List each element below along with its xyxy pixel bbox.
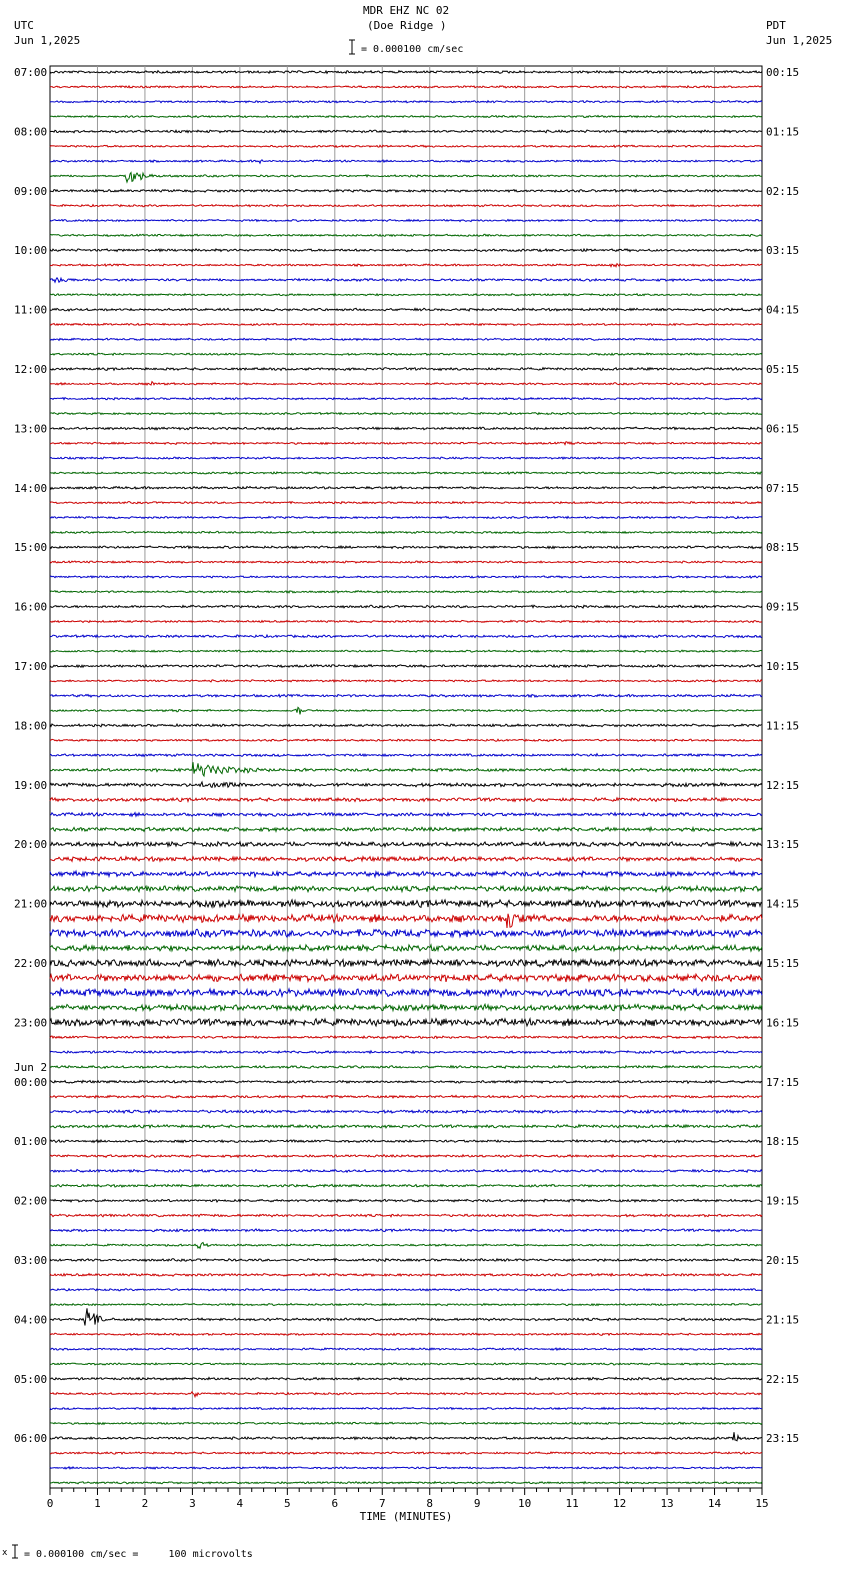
pdt-hour-label: 12:15 [766,778,800,792]
seismic-trace [50,71,762,74]
utc-hour-label: 07:00 [14,66,48,79]
pdt-hour-label: 14:15 [766,897,800,911]
utc-hour-label: 01:00 [14,1135,48,1149]
seismic-trace [50,665,762,668]
utc-hour-label: 18:00 [14,719,48,733]
utc-hour-label: 00:00 [14,1075,48,1089]
x-tick-label: 14 [707,1497,722,1510]
seismic-trace [50,1170,762,1173]
seismic-trace [50,249,762,252]
pdt-hour-label: 08:15 [766,541,800,555]
utc-hour-label: 02:00 [14,1194,48,1208]
utc-hour-label: 23:00 [14,1016,48,1030]
pdt-hour-label: 18:15 [766,1135,800,1149]
seismic-trace [50,382,762,385]
seismic-trace [50,724,762,727]
pdt-hour-label: 09:15 [766,600,800,614]
seismic-trace [50,1289,762,1291]
seismic-trace [50,605,762,608]
seismic-trace [50,264,762,267]
utc-hour-label: 15:00 [14,541,48,555]
pdt-hour-label: 19:15 [766,1194,800,1208]
seismic-trace [50,1259,762,1262]
seismic-trace [50,1184,762,1187]
seismic-trace [50,294,762,296]
left-timezone: UTC [14,19,34,32]
seismic-trace [50,945,762,951]
utc-hour-label: 05:00 [14,1372,48,1386]
x-tick-label: 13 [660,1497,674,1510]
x-tick-label: 6 [331,1497,339,1510]
seismic-trace [50,635,762,638]
utc-hour-label: 19:00 [14,778,48,792]
seismic-trace [50,427,762,430]
seismic-trace [50,308,762,311]
utc-hour-label: 09:00 [14,184,48,198]
seismic-trace [50,1408,762,1410]
seismic-trace [50,1066,762,1069]
seismic-trace [50,1004,762,1011]
seismic-trace [50,900,762,908]
seismic-trace [50,798,762,802]
seismic-trace [50,457,762,459]
pdt-hour-label: 20:15 [766,1254,800,1267]
seismic-trace [50,1482,762,1484]
station-title: MDR EHZ NC 02 [363,4,450,17]
utc-hour-label: 10:00 [14,244,48,258]
seismic-trace [50,1095,762,1098]
utc-hour-label: 11:00 [14,303,48,317]
seismic-trace [50,413,762,415]
seismic-trace [50,827,762,831]
seismic-trace [50,1308,762,1325]
seismic-trace [50,368,762,371]
seismic-trace [50,472,762,474]
x-tick-label: 8 [426,1497,434,1510]
x-tick-label: 11 [565,1497,579,1510]
x-tick-label: 0 [46,1497,54,1510]
seismic-trace [50,694,762,697]
seismic-trace [50,1019,762,1027]
pdt-hour-label: 16:15 [766,1016,800,1030]
seismic-trace [50,1051,762,1054]
seismic-trace [50,886,762,892]
seismic-trace [50,561,762,563]
utc-hour-label: 08:00 [14,125,48,139]
seismic-trace [50,929,762,937]
seismic-trace [50,591,762,593]
pdt-hour-label: 13:15 [766,838,800,852]
seismic-trace [50,1348,762,1350]
utc-hour-label: 21:00 [14,897,48,911]
pdt-hour-label: 06:15 [766,422,800,436]
seismic-trace [50,813,762,817]
utc-hour-label: 12:00 [14,363,48,376]
seismic-trace [50,173,762,183]
seismic-trace [50,1199,762,1202]
seismic-trace [50,1333,762,1335]
seismic-trace [50,1363,762,1365]
x-tick-label: 2 [141,1497,149,1510]
utc-hour-label: 20:00 [14,838,48,852]
pdt-hour-label: 01:15 [766,125,800,139]
pdt-hour-label: 07:15 [766,481,800,495]
seismic-trace [50,1125,762,1128]
seismic-trace [50,871,762,877]
seismic-trace [50,739,762,741]
seismic-trace [50,323,762,325]
seismic-trace [50,220,762,222]
seismic-trace [50,914,762,928]
seismic-trace [50,762,762,776]
seismic-trace [50,1081,762,1084]
footer-scale-label: = 0.000100 cm/sec = 100 microvolts [24,1549,253,1560]
seismic-trace [50,1432,762,1441]
pdt-hour-label: 21:15 [766,1313,800,1327]
seismic-trace [50,857,762,862]
seismic-trace [50,546,762,549]
utc-hour-label: 14:00 [14,481,48,495]
left-date: Jun 1,2025 [14,34,81,47]
footer-scale-bar-icon [10,1543,20,1561]
seismic-trace [50,338,762,340]
seismic-trace [50,1377,762,1380]
footer-mark: x [2,1548,8,1558]
seismic-trace [50,502,762,504]
x-tick-label: 10 [518,1497,532,1510]
x-tick-label: 12 [612,1497,627,1510]
utc-hour-label: 06:00 [14,1432,48,1446]
scale-label: = 0.000100 cm/sec [361,44,464,55]
pdt-hour-label: 23:15 [766,1432,800,1446]
seismic-trace [50,1243,762,1249]
x-tick-label: 7 [378,1497,386,1510]
seismic-trace [50,576,762,578]
seismic-trace [50,1229,762,1232]
seismic-trace [50,1274,762,1277]
x-tick-label: 1 [94,1497,101,1510]
seismic-trace [50,989,762,997]
utc-hour-label: 22:00 [14,957,48,970]
seismic-trace [50,650,762,652]
seismic-trace [50,116,762,118]
x-tick-label: 3 [189,1497,196,1510]
seismic-trace [50,486,762,489]
x-tick-label: 9 [473,1497,481,1510]
seismic-trace [50,959,762,966]
seismic-trace [50,1110,762,1113]
seismic-trace [50,234,762,236]
seismic-trace [50,160,762,163]
seismic-trace [50,754,762,757]
utc-hour-label: 03:00 [14,1254,48,1267]
seismic-trace [50,353,762,355]
seismic-trace [50,190,762,193]
seismic-trace [50,205,762,207]
site-name: (Doe Ridge ) [367,19,447,32]
pdt-hour-label: 05:15 [766,363,800,376]
seismic-trace [50,974,762,982]
pdt-hour-label: 17:15 [766,1075,800,1089]
seismic-trace [50,1422,762,1424]
seismic-trace [50,86,762,88]
seismic-trace [50,101,762,103]
seismic-trace [50,842,762,847]
seismic-trace [50,531,762,533]
utc-hour-label: 16:00 [14,600,48,614]
x-axis-label: TIME (MINUTES) [359,1510,453,1523]
seismic-trace [50,1392,762,1397]
seismic-trace [50,145,762,147]
utc-hour-label: 17:00 [14,660,48,673]
pdt-hour-label: 02:15 [766,184,800,198]
seismic-trace [50,398,762,400]
date-break-label: Jun 2 [14,1060,48,1074]
utc-hour-label: 04:00 [14,1313,48,1327]
right-date: Jun 1,2025 [766,34,833,47]
pdt-hour-label: 03:15 [766,244,800,258]
x-tick-label: 15 [755,1497,769,1510]
pdt-hour-label: 22:15 [766,1372,800,1386]
pdt-hour-label: 04:15 [766,303,800,317]
pdt-hour-label: 11:15 [766,719,800,733]
right-timezone: PDT [766,19,786,32]
x-tick-label: 4 [236,1497,244,1510]
seismic-trace [50,1155,762,1158]
pdt-hour-label: 15:15 [766,957,800,970]
seismic-trace [50,1304,762,1306]
seismic-trace [50,278,762,282]
seismic-trace [50,517,762,519]
seismic-trace [50,130,762,133]
seismic-trace [50,1140,762,1143]
seismic-trace [50,680,762,682]
seismic-trace [50,442,762,445]
seismic-trace [50,782,762,787]
seismic-trace [50,1214,762,1217]
pdt-hour-label: 00:15 [766,66,800,79]
x-tick-label: 5 [284,1497,291,1510]
seismic-trace [50,1467,762,1469]
seismic-trace [50,1036,762,1039]
seismic-trace [50,707,762,714]
seismic-trace [50,620,762,622]
pdt-hour-label: 10:15 [766,660,800,673]
utc-hour-label: 13:00 [14,422,48,436]
seismic-trace [50,1452,762,1454]
